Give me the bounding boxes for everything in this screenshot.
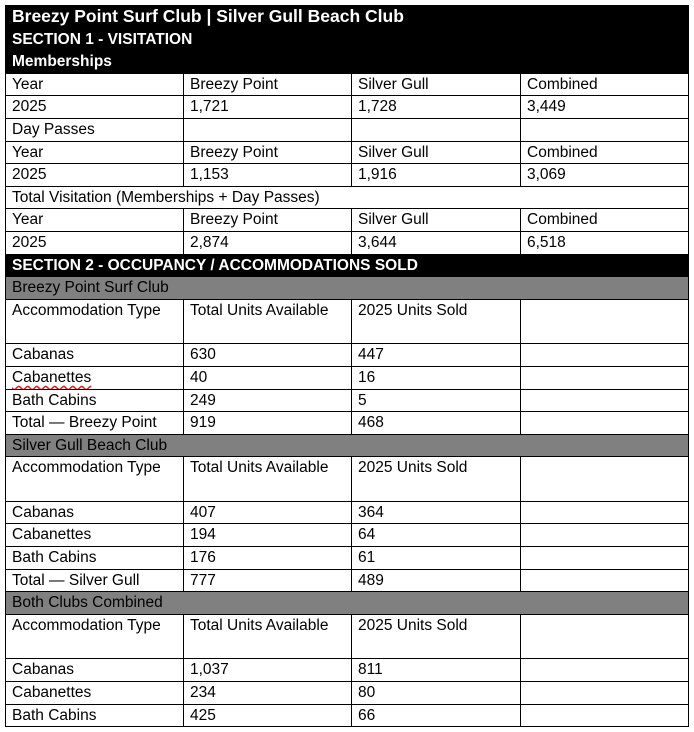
table-cell: 1,916 xyxy=(352,164,521,187)
table-cell: 194 xyxy=(184,524,352,547)
table-row xyxy=(6,389,689,412)
table-cell: Combined xyxy=(521,73,689,96)
table-cell xyxy=(521,118,689,141)
table-row xyxy=(6,412,689,435)
table-cell: Silver Gull xyxy=(352,73,521,96)
table-cell: 2025 Units Sold xyxy=(352,299,521,344)
document-title: Breezy Point Surf Club | Silver Gull Beach Club xyxy=(6,6,689,29)
table-cell: 66 xyxy=(352,704,521,727)
table-cell: Cabanettes xyxy=(6,682,184,705)
combined-header-row xyxy=(6,614,689,659)
table-cell: Bath Cabins xyxy=(6,389,184,412)
table-cell xyxy=(352,118,521,141)
table-cell: 16 xyxy=(352,366,521,389)
table-cell xyxy=(521,344,689,367)
combined-label: Both Clubs Combined xyxy=(6,592,689,615)
silver-label-row xyxy=(6,434,689,457)
memberships-label: Memberships xyxy=(6,51,689,74)
table-cell: 3,069 xyxy=(521,164,689,187)
table-row xyxy=(6,366,689,389)
day-passes-label: Day Passes xyxy=(6,118,184,141)
table-cell: 2025 Units Sold xyxy=(352,614,521,659)
table-cell: Total — Silver Gull xyxy=(6,569,184,592)
table-cell: 777 xyxy=(184,569,352,592)
section1-heading: SECTION 1 - VISITATION xyxy=(6,28,689,51)
combined-label-row xyxy=(6,592,689,615)
table-cell: 1,721 xyxy=(184,96,352,119)
table-cell: 407 xyxy=(184,501,352,524)
table-cell: 489 xyxy=(352,569,521,592)
title-row xyxy=(6,6,689,29)
table-cell: Total Units Available xyxy=(184,614,352,659)
table-cell xyxy=(521,501,689,524)
table-cell: 2025 xyxy=(6,164,184,187)
table-row xyxy=(6,704,689,727)
table-row xyxy=(6,344,689,367)
table-cell: Silver Gull xyxy=(352,209,521,232)
table-cell: Year xyxy=(6,141,184,164)
table-cell: Breezy Point xyxy=(184,209,352,232)
table-cell: Total — Breezy Point xyxy=(6,412,184,435)
table-cell: 2025 Units Sold xyxy=(352,457,521,502)
table-cell: Total Units Available xyxy=(184,299,352,344)
table-cell: 468 xyxy=(352,412,521,435)
table-cell: Breezy Point xyxy=(184,141,352,164)
table-cell: 176 xyxy=(184,547,352,570)
table-cell: Silver Gull xyxy=(352,141,521,164)
table-cell: 40 xyxy=(184,366,352,389)
table-cell xyxy=(521,547,689,570)
table-cell: Year xyxy=(6,209,184,232)
table-cell xyxy=(521,299,689,344)
table-cell: 630 xyxy=(184,344,352,367)
table-cell: 249 xyxy=(184,389,352,412)
table-cell: Breezy Point xyxy=(184,73,352,96)
table-cell: 3,644 xyxy=(352,231,521,254)
table-cell: Bath Cabins xyxy=(6,547,184,570)
table-cell: Accommodation Type xyxy=(6,614,184,659)
table-row xyxy=(6,659,689,682)
table-cell xyxy=(521,524,689,547)
day-passes-label-row xyxy=(6,118,689,141)
table-cell: 3,449 xyxy=(521,96,689,119)
memberships-data-row xyxy=(6,96,689,119)
section2-heading: SECTION 2 - OCCUPANCY / ACCOMMODATIONS SOLD xyxy=(6,254,689,277)
table-cell: 64 xyxy=(352,524,521,547)
table-cell: Cabanas xyxy=(6,344,184,367)
table-row xyxy=(6,682,689,705)
breezy-header-row xyxy=(6,299,689,344)
table-cell: Combined xyxy=(521,141,689,164)
table-cell: 1,037 xyxy=(184,659,352,682)
section2-heading-row xyxy=(6,254,689,277)
memberships-label-row xyxy=(6,51,689,74)
table-cell: Cabanettes xyxy=(6,524,184,547)
total-visitation-header-row xyxy=(6,209,689,232)
table-row xyxy=(6,547,689,570)
table-cell: Cabanas xyxy=(6,659,184,682)
table-cell: Accommodation Type xyxy=(6,299,184,344)
table-cell: 6,518 xyxy=(521,231,689,254)
table-cell: Cabanas xyxy=(6,501,184,524)
breezy-label-row xyxy=(6,277,689,300)
table-cell: 425 xyxy=(184,704,352,727)
table-row xyxy=(6,524,689,547)
table-cell: Total Units Available xyxy=(184,457,352,502)
table-cell: 364 xyxy=(352,501,521,524)
table-cell xyxy=(521,659,689,682)
misspelled-word: Cabanettes xyxy=(12,368,92,386)
day-passes-header-row xyxy=(6,141,689,164)
table-row xyxy=(6,569,689,592)
table-cell: Bath Cabins xyxy=(6,704,184,727)
table-cell: 2,874 xyxy=(184,231,352,254)
table-cell xyxy=(521,704,689,727)
table-cell: 80 xyxy=(352,682,521,705)
total-visitation-label-row xyxy=(6,186,689,209)
silver-label: Silver Gull Beach Club xyxy=(6,434,689,457)
day-passes-data-row xyxy=(6,164,689,187)
table-cell: 447 xyxy=(352,344,521,367)
table-cell: 61 xyxy=(352,547,521,570)
table-cell: 2025 xyxy=(6,96,184,119)
table-row xyxy=(6,501,689,524)
total-visitation-data-row xyxy=(6,231,689,254)
table-cell: 5 xyxy=(352,389,521,412)
section1-heading-row xyxy=(6,28,689,51)
table-cell: 1,728 xyxy=(352,96,521,119)
memberships-header-row xyxy=(6,73,689,96)
table-cell: 811 xyxy=(352,659,521,682)
table-cell xyxy=(521,366,689,389)
table-cell xyxy=(521,412,689,435)
table-cell xyxy=(521,457,689,502)
table-cell xyxy=(521,614,689,659)
table-cell: Year xyxy=(6,73,184,96)
table-cell: 1,153 xyxy=(184,164,352,187)
table-cell xyxy=(521,569,689,592)
table-cell: 2025 xyxy=(6,231,184,254)
table-cell xyxy=(521,682,689,705)
table-cell xyxy=(521,389,689,412)
table-cell: Accommodation Type xyxy=(6,457,184,502)
silver-header-row xyxy=(6,457,689,502)
table-cell: 234 xyxy=(184,682,352,705)
table-cell: Combined xyxy=(521,209,689,232)
total-visitation-label: Total Visitation (Memberships + Day Passes) xyxy=(6,186,689,209)
table-cell: 919 xyxy=(184,412,352,435)
table-cell xyxy=(6,366,184,389)
report-table xyxy=(5,5,689,727)
breezy-label: Breezy Point Surf Club xyxy=(6,277,689,300)
table-cell xyxy=(184,118,352,141)
